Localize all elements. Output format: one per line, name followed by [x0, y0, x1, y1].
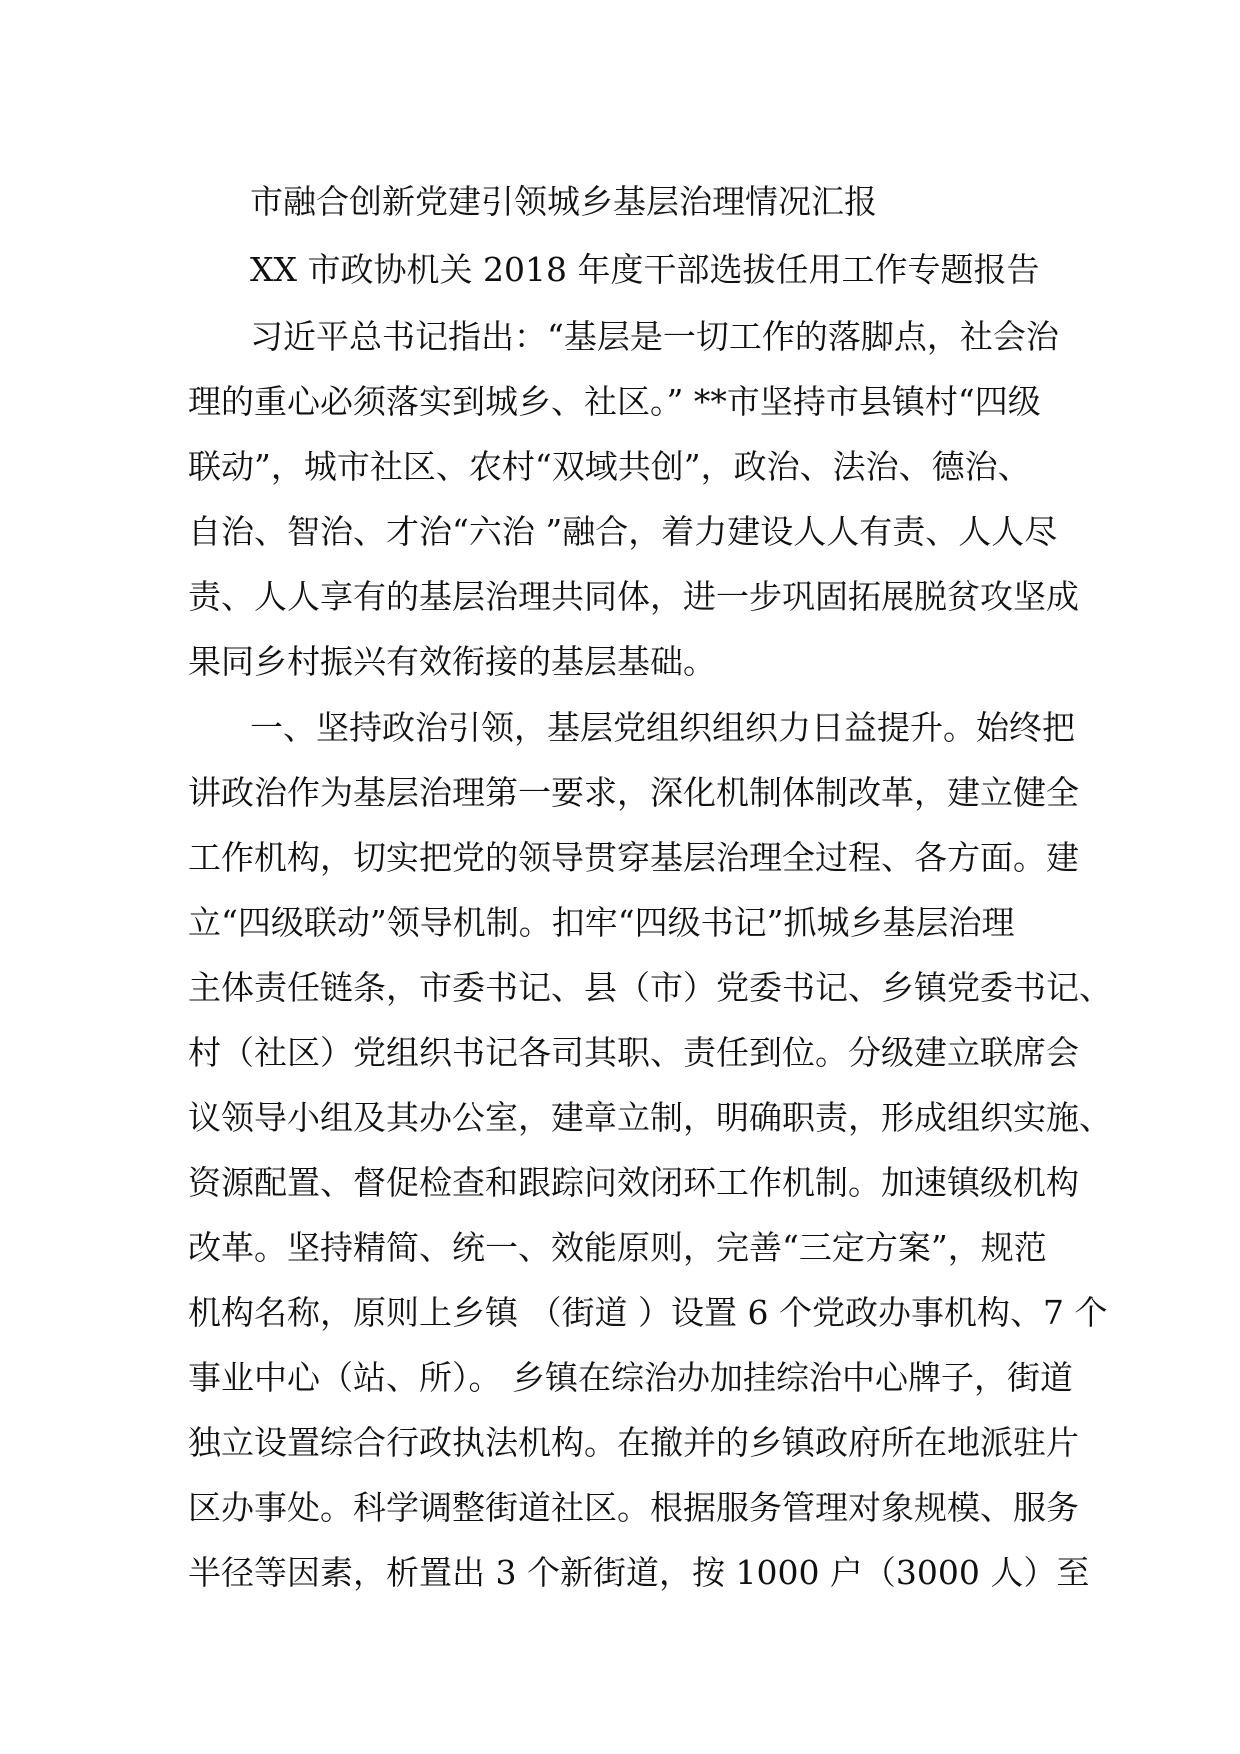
text-line: 工作机构，切实把党的领导贯穿基层治理全过程、各方面。建: [188, 838, 1079, 877]
document-content: [188, 168, 1112, 1605]
text-line: 事业中心（站、所）。 乡镇在综治办加挂综治中心牌子，街道: [188, 1358, 1073, 1397]
text-line: 资源配置、督促检查和跟踪问效闭环工作机制。加速镇级机构: [188, 1163, 1079, 1202]
text-line: 习近平总书记指出：“基层是一切工作的落脚点，社会治: [250, 317, 1059, 356]
text-line: 村（社区）党组织书记各司其职、责任到位。分级建立联席会: [188, 1033, 1079, 1072]
document-title: 市融合创新党建引领城乡基层治理情况汇报: [250, 182, 877, 221]
text-line: 联动”，城市社区、农村“双域共创”，政治、法治、德治、: [188, 447, 1031, 486]
text-line: 一、坚持政治引领，基层党组织组织力日益提升。始终把: [250, 708, 1075, 747]
text-line: 议领导小组及其办公室，建章立制，明确职责，形成组织实施、: [188, 1098, 1112, 1137]
text-line: 果同乡村振兴有效衔接的基层基础。: [188, 642, 716, 681]
text-line: 半径等因素，析置出 3 个新街道，按 1000 户（3000 人）至: [188, 1553, 1090, 1592]
text-line: 机构名称，原则上乡镇 （街道 ）设置 6 个党政办事机构、7 个: [188, 1293, 1108, 1332]
paragraph-intro: [188, 304, 1079, 694]
text-line: 区办事处。科学调整街道社区。根据服务管理对象规模、服务: [188, 1488, 1079, 1527]
document-subtitle: XX 市政协机关 2018 年度干部选拔任用工作专题报告: [250, 250, 1040, 289]
text-line: 讲政治作为基层治理第一要求，深化机制体制改革，建立健全: [188, 773, 1079, 812]
text-line: 改革。坚持精简、统一、效能原则，完善“三定方案”，规范: [188, 1228, 1047, 1267]
text-line: 独立设置综合行政执法机构。在撤并的乡镇政府所在地派驻片: [188, 1423, 1079, 1462]
text-line: 理的重心必须落实到城乡、社区。” **市坚持市县镇村“四级: [188, 382, 1041, 421]
text-line: 责、人人享有的基层治理共同体，进一步巩固拓展脱贫攻坚成: [188, 577, 1079, 616]
text-line: 自治、智治、才治“六治 ”融合，着力建设人人有责、人人尽: [188, 512, 1058, 551]
text-line: 立“四级联动”领导机制。扣牢“四级书记”抓城乡基层治理: [188, 903, 1015, 942]
text-line: 主体责任链条，市委书记、县（市）党委书记、乡镇党委书记、: [188, 968, 1112, 1007]
paragraph-section-one: [188, 695, 1112, 1605]
